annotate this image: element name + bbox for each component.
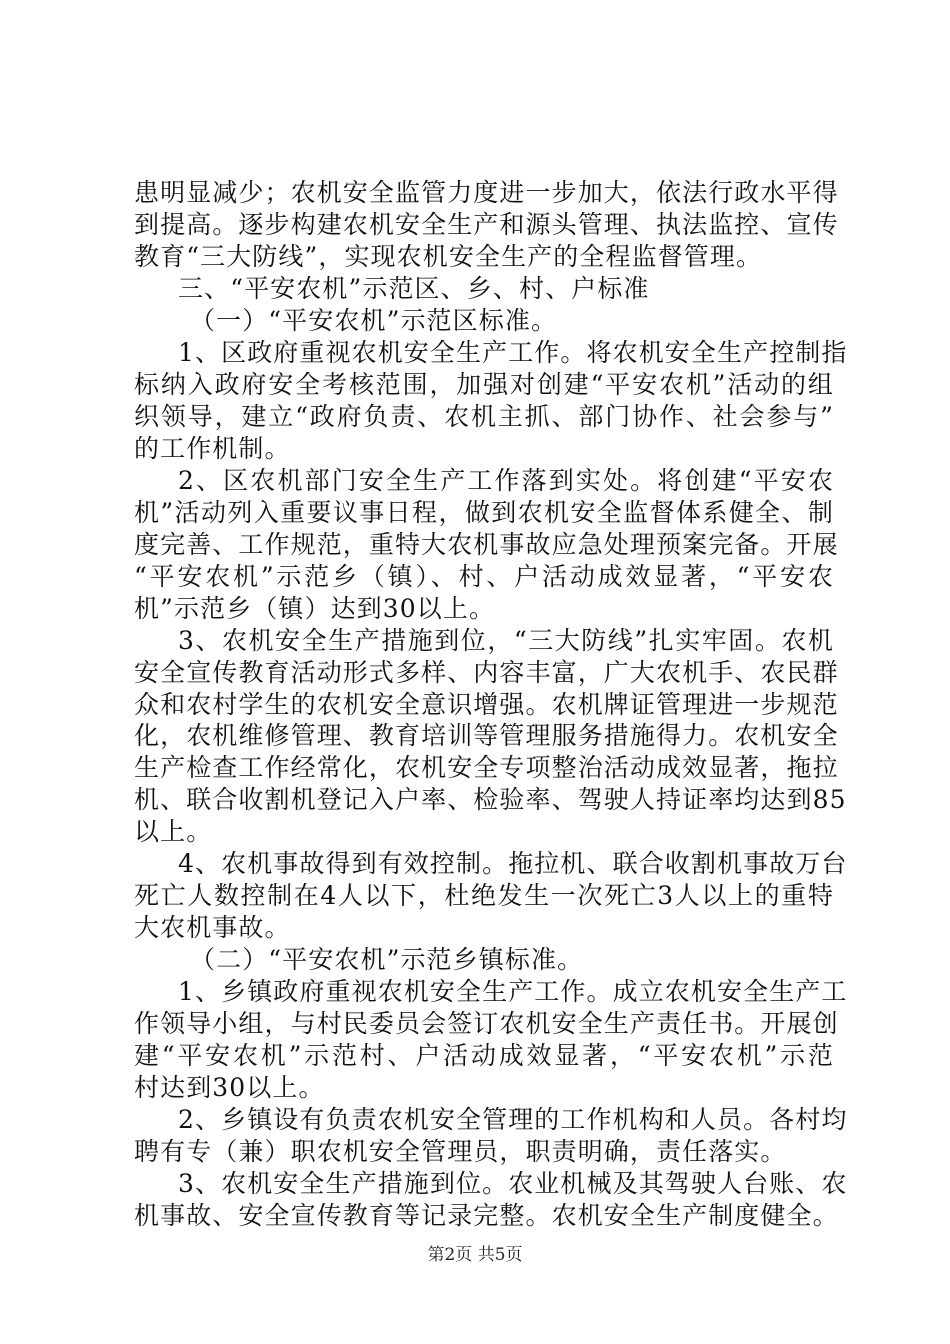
text-line: 机”活动列入重要议事日程，做到农机安全监督体系健全、制 [134,497,834,527]
text-line: 化，农机维修管理、教育培训等管理服务措施得力。农机安全 [134,721,839,751]
text-line: 安全宣传教育活动形式多样、内容丰富，广大农机手、农民群 [134,657,839,687]
text-line: 众和农村学生的农机安全意识增强。农机牌证管理进一步规范 [134,689,839,719]
text-line: 度完善、工作规范，重特大农机事故应急处理预案完备。开展 [134,529,839,559]
text-line: 机事故、安全宣传教育等记录完整。农机安全生产制度健全。 [134,1201,839,1230]
text-line: 大农机事故。 [134,913,291,943]
page-number: 第2页 共5页 [427,1245,523,1265]
section-heading: 三、“平安农机”示范区、乡、村、户标准 [178,273,650,303]
text-line: 1、区政府重视农机安全生产工作。将农机安全生产控制指 [178,337,848,367]
text-line: 村达到30以上。 [134,1073,325,1103]
text-line: 标纳入政府安全考核范围，加强对创建“平安农机”活动的组 [134,369,834,399]
subsection-heading: （一）“平安农机”示范区标准。 [190,305,558,335]
text-line: 3、农机安全生产措施到位。农业机械及其驾驶人台账、农 [178,1169,848,1199]
text-line: 到提高。逐步构建农机安全生产和源头管理、执法监控、宣传 [134,209,839,239]
text-line: 机”示范乡（镇）达到30以上。 [134,593,496,623]
text-line: 死亡人数控制在4人以下，杜绝发生一次死亡3人以上的重特 [134,881,834,911]
text-line: 的工作机制。 [134,433,291,463]
text-line: 1、乡镇政府重视农机安全生产工作。成立农机安全生产工 [178,977,848,1007]
text-line: 2、区农机部门安全生产工作落到实处。将创建“平安农 [178,465,834,495]
subsection-heading: （二）“平安农机”示范乡镇标准。 [190,945,584,975]
text-line: 3、农机安全生产措施到位，“三大防线”扎实牢固。农机 [178,625,834,655]
text-line: 建“平安农机”示范村、户活动成效显著，“平安农机”示范 [134,1041,834,1071]
text-line: 作领导小组，与村民委员会签订农机安全生产责任书。开展创 [134,1009,839,1039]
text-line: 以上。 [134,817,213,847]
text-line: “平安农机”示范乡（镇）、村、户活动成效显著，“平安农 [134,561,834,591]
text-line: 患明显减少；农机安全监管力度进一步加大，依法行政水平得 [134,178,839,207]
text-line: 机、联合收割机登记入户率、检验率、驾驶人持证率均达到85 [134,785,847,815]
text-line: 4、农机事故得到有效控制。拖拉机、联合收割机事故万台 [178,849,848,879]
text-line: 聘有专（兼）职农机安全管理员，职责明确，责任落实。 [134,1137,787,1167]
text-line: 生产检查工作经常化，农机安全专项整治活动成效显著，拖拉 [134,753,839,783]
text-line: 教育“三大防线”，实现农机安全生产的全程监督管理。 [134,241,763,271]
text-line: 织领导，建立“政府负责、农机主抓、部门协作、社会参与” [134,401,834,431]
text-line: 2、乡镇设有负责农机安全管理的工作机构和人员。各村均 [178,1105,848,1135]
